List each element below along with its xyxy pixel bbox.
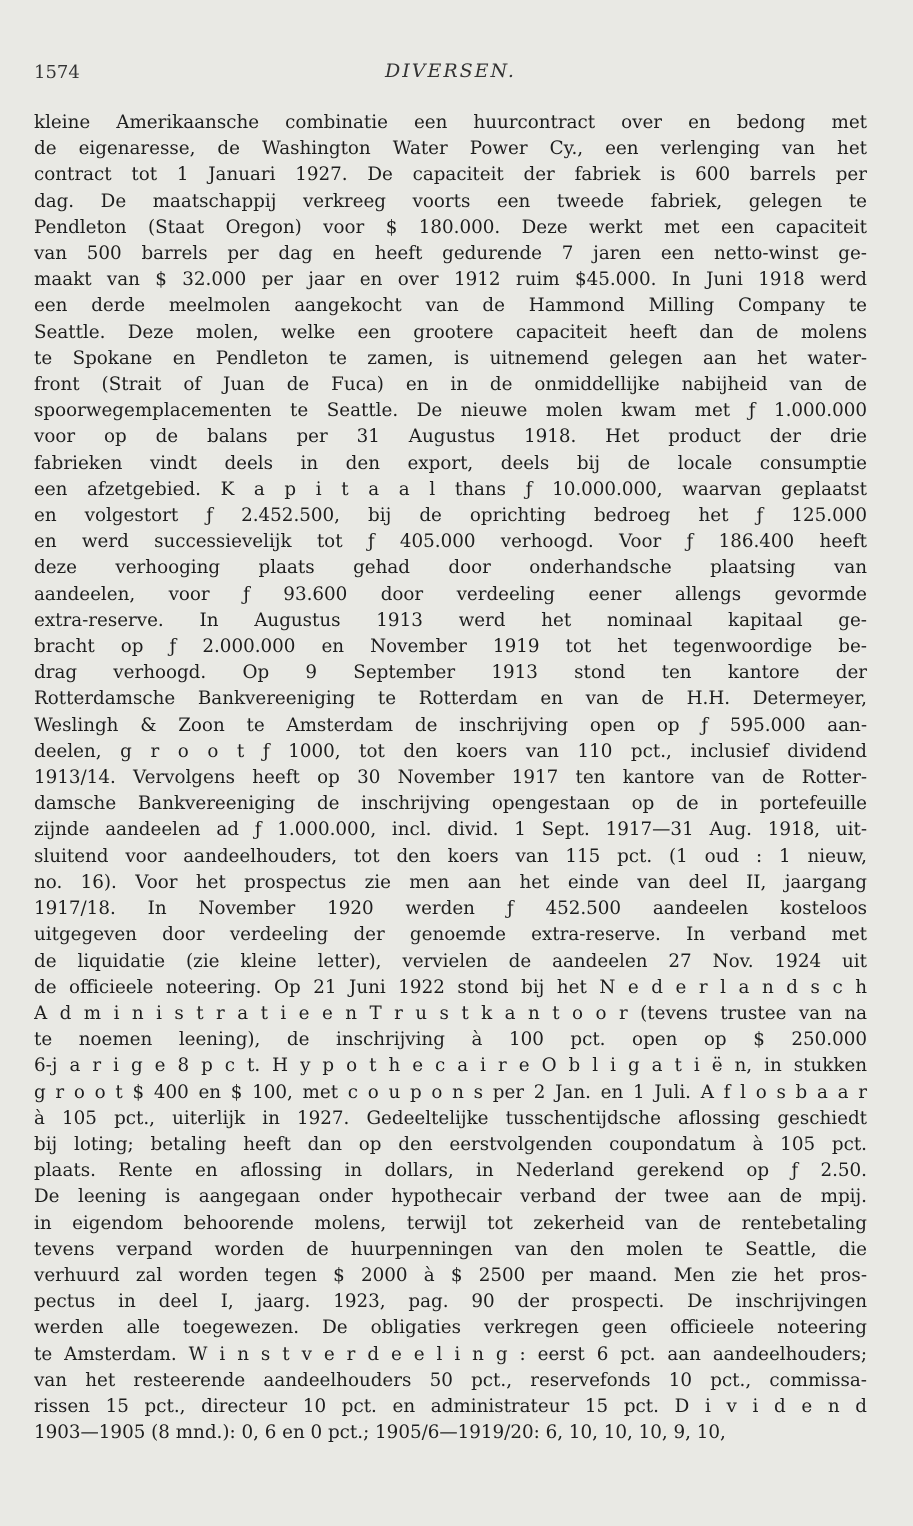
text-line: uitgegeven door verdeeling der genoemde extra-reserve. In verband met xyxy=(34,924,867,946)
body-text xyxy=(34,110,867,1446)
text-line: front (Strait of Juan de Fuca) en in de onmiddellijke nabijheid van de xyxy=(34,374,867,396)
text-line: bij loting; betaling heeft dan op den eerstvolgenden coupondatum à 105 pct. xyxy=(34,1133,867,1155)
text-line: Seattle. Deze molen, welke een grootere capaciteit heeft dan de molens xyxy=(34,321,867,343)
text-line: 6-j a r i g e 8 p c t. H y p o t h e c a i r e O b l i g a t i ë n, in stukken xyxy=(34,1055,867,1077)
text-line: Rotterdamsche Bankvereeniging te Rotterdam en van de H.H. Determeyer, xyxy=(34,688,867,710)
text-line: zijnde aandeelen ad ƒ 1.000.000, incl. divid. 1 Sept. 1917—31 Aug. 1918, uit- xyxy=(34,819,867,841)
text-line: van 500 barrels per dag en heeft gedurende 7 jaren een netto-winst ge- xyxy=(34,243,867,265)
text-line: 1903—1905 (8 mnd.): 0, 6 en 0 pct.; 1905/6—1919/20: 6, 10, 10, 10, 9, 10, xyxy=(34,1422,726,1444)
text-line: 1917/18. In November 1920 werden ƒ 452.500 aandeelen kosteloos xyxy=(34,898,867,920)
text-line: een afzetgebied. K a p i t a a l thans ƒ 10.000.000, waarvan geplaatst xyxy=(34,478,867,500)
text-line: de liquidatie (zie kleine letter), vervielen de aandeelen 27 Nov. 1924 uit xyxy=(34,950,867,972)
text-line: maakt van $ 32.000 per jaar en over 1912 ruim $45.000. In Juni 1918 werd xyxy=(34,269,867,291)
page-header xyxy=(34,0,867,110)
text-line: deze verhooging plaats gehad door onderhandsche plaatsing van xyxy=(34,557,867,579)
text-line: en werd successievelijk tot ƒ 405.000 verhoogd. Voor ƒ 186.400 heeft xyxy=(34,531,867,553)
text-line: in eigendom behoorende molens, terwijl tot zekerheid van de rentebetaling xyxy=(34,1212,867,1234)
text-line: g r o o t $ 400 en $ 100, met c o u p o n s per 2 Jan. en 1 Juli. A f l o s b a a r xyxy=(34,1081,867,1103)
text-line: kleine Amerikaansche combinatie een huurcontract over en bedong met xyxy=(34,112,867,133)
text-line: de eigenaresse, de Washington Water Power Cy., een verlenging van het xyxy=(34,138,867,160)
text-line: Pendleton (Staat Oregon) voor $ 180.000. Deze werkt met een capaciteit xyxy=(34,216,867,238)
text-line: fabrieken vindt deels in den export, deels bij de locale consumptie xyxy=(34,452,867,474)
text-line: te noemen leening), de inschrijving à 100 pct. open op $ 250.000 xyxy=(34,1029,867,1051)
text-line: werden alle toegewezen. De obligaties verkregen geen officieele noteering xyxy=(34,1317,867,1339)
text-line: van het resteerende aandeelhouders 50 pct., reservefonds 10 pct., commissa- xyxy=(34,1369,867,1391)
text-line: te Amsterdam. W i n s t v e r d e e l i n g : eerst 6 pct. aan aandeelhouders; xyxy=(34,1343,867,1365)
text-line: 1913/14. Vervolgens heeft op 30 November 1917 ten kantore van de Rotter- xyxy=(34,767,867,789)
text-line: te Spokane en Pendleton te zamen, is uitnemend gelegen aan het water- xyxy=(34,347,867,369)
text-line: Weslingh & Zoon te Amsterdam de inschrijving open op ƒ 595.000 aan- xyxy=(34,714,867,736)
text-line: damsche Bankvereeniging de inschrijving opengestaan op de in portefeuille xyxy=(34,793,867,815)
text-line: voor op de balans per 31 Augustus 1918. Het product der drie xyxy=(34,426,867,448)
text-line: plaats. Rente en aflossing in dollars, in Nederland gerekend op ƒ 2.50. xyxy=(34,1160,867,1182)
text-line: verhuurd zal worden tegen $ 2000 à $ 2500 per maand. Men zie het pros- xyxy=(34,1264,867,1286)
text-line: drag verhoogd. Op 9 September 1913 stond ten kantore der xyxy=(34,662,867,684)
text-line: rissen 15 pct., directeur 10 pct. en administrateur 15 pct. D i v i d e n d xyxy=(34,1395,867,1417)
text-line: A d m i n i s t r a t i e e n T r u s t k a n t o o r (tevens trustee van na xyxy=(34,1002,867,1024)
text-line: tevens verpand worden de huurpenningen van den molen te Seattle, die xyxy=(34,1238,867,1260)
text-line: pectus in deel I, jaarg. 1923, pag. 90 der prospecti. De inschrijvingen xyxy=(34,1291,867,1313)
text-line: een derde meelmolen aangekocht van de Hammond Milling Company te xyxy=(34,295,867,317)
text-line: no. 16). Voor het prospectus zie men aan het einde van deel II, jaargang xyxy=(34,871,867,893)
text-line: de officieele noteering. Op 21 Juni 1922 stond bij het N e d e r l a n d s c h xyxy=(34,976,867,998)
text-line: spoorwegemplacementen te Seattle. De nieuwe molen kwam met ƒ 1.000.000 xyxy=(34,400,867,422)
text-line: en volgestort ƒ 2.452.500, bij de oprichting bedroeg het ƒ 125.000 xyxy=(34,505,867,527)
text-line: contract tot 1 Januari 1927. De capaciteit der fabriek is 600 barrels per xyxy=(34,164,867,186)
text-line: aandeelen, voor ƒ 93.600 door verdeeling eener allengs gevormde xyxy=(34,583,867,605)
text-line: dag. De maatschappij verkreeg voorts een tweede fabriek, gelegen te xyxy=(34,190,867,212)
text-line: extra-reserve. In Augustus 1913 werd het nominaal kapitaal ge- xyxy=(34,609,867,631)
text-line: deelen, g r o o t ƒ 1000, tot den koers van 110 pct., inclusief dividend xyxy=(34,740,867,762)
page-number: 1574 xyxy=(34,62,80,83)
text-line: à 105 pct., uiterlijk in 1927. Gedeeltelijke tusschentijdsche aflossing geschiedt xyxy=(34,1107,867,1129)
text-line: bracht op ƒ 2.000.000 en November 1919 tot het tegenwoordige be- xyxy=(34,636,867,658)
text-line: sluitend voor aandeelhouders, tot den koers van 115 pct. (1 oud : 1 nieuw, xyxy=(34,845,867,867)
text-line: De leening is aangegaan onder hypothecair verband der twee aan de mpij. xyxy=(34,1186,867,1208)
running-title: DIVERSEN. xyxy=(385,60,516,82)
